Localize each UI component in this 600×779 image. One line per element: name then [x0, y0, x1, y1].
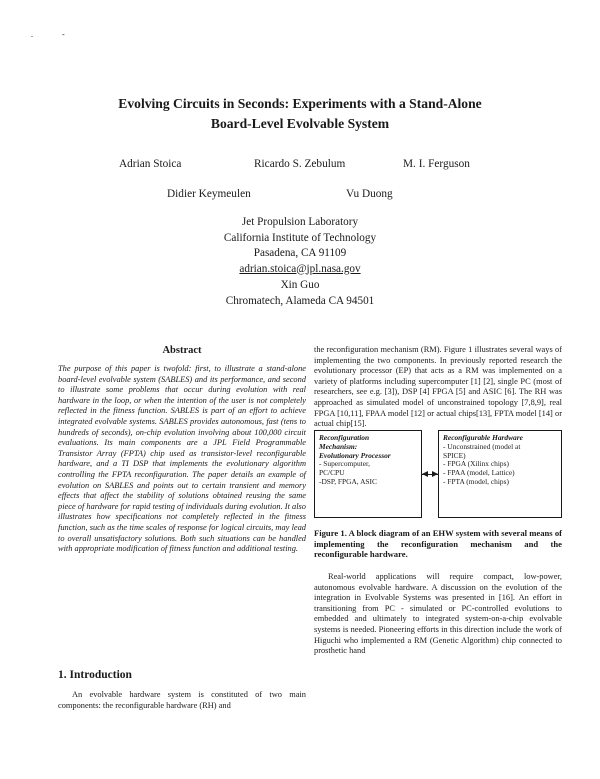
- right-paragraph-2: [314, 572, 562, 657]
- author-email-link[interactable]: adrian.stoica@jpl.nasa.gov: [239, 262, 361, 275]
- box-title-line: Reconfiguration: [319, 433, 370, 442]
- title-line-1: Evolving Circuits in Seconds: Experiments with a Stand-Alone: [118, 96, 482, 111]
- affiliation-line: California Institute of Technology: [223, 231, 377, 244]
- paper-title: [60, 94, 540, 134]
- affiliation-chromatech: [150, 278, 450, 309]
- box-item: -DSP, FPGA, ASIC: [319, 476, 377, 486]
- arrow-left-icon: [422, 471, 428, 477]
- box-title-line: Evolutionary Processor: [319, 450, 391, 460]
- affiliation-line: Pasadena, CA 91109: [253, 247, 347, 259]
- right-paragraph-1: [314, 345, 562, 430]
- figure-1-caption: Figure 1. A block diagram of an EHW system with several means of implementing the reconfiguration mechanism and the reconfigurable hardware.: [314, 528, 562, 560]
- box-item: PC/CPU: [319, 468, 345, 478]
- author-zebulum: Ricardo S. Zebulum: [254, 158, 346, 170]
- author-keymeulen: Didier Keymeulen: [167, 188, 251, 200]
- affiliation-line: Chromatech, Alameda CA 94501: [225, 294, 375, 307]
- box-title-line: Reconfigurable Hardware: [443, 433, 523, 442]
- box-item: - Supercomputer,: [319, 459, 371, 469]
- intro-text: An evolvable hardware system is constituted of two main components: the reconfigurable hardware (RH) and: [58, 690, 306, 710]
- corner-mark-dash: -: [62, 30, 65, 39]
- box-item: - FPAA (model, Lattice): [443, 468, 515, 478]
- corner-mark-dot: .: [31, 30, 33, 39]
- figure-1-block-diagram: [314, 430, 562, 522]
- abstract-text: The purpose of this paper is twofold: first, to illustrate a stand-alone board-level evolvable system (SABLES) and its performance, and second to illustrate some problems that occur during evolution with real hardware in the loop, or when the intention of the user is not completely reflected in the fitness function. SABLES is part of an effort to achieve integrated evolvable systems. SABLES provides autonomous, fast (tens to hundreds of seconds), on-chip evolution involving about 100,000 circuit evaluations. Its main components are a JPL Field Programmable Transistor Array (FPTA) chip used as transistor-level reconfigurable hardware, and a TI DSP that implements the evolutionary algorithm controlling the FPTA reconfiguration. The paper details an example of evolution on SABLES and points out to certain transient and memory effects that affect the stability of solutions obtained reusing the same piece of hardware for rapid testing of individuals during evolution. It also illustrates how specifications not completely reflected in the fitness function, such as the time scales of response for logical circuits, may lead to overall unsatisfactory solutions. Both such situations can be handled with appropriate modification of fitness function and additional testing.: [58, 364, 306, 554]
- reconfigurable-hardware-box: [438, 430, 562, 518]
- author-ferguson: M. I. Ferguson: [403, 158, 470, 170]
- section-heading-introduction: 1. Introduction: [58, 669, 132, 681]
- box-item: - FPTA (model, chips): [443, 476, 509, 486]
- title-line-2: Board-Level Evolvable System: [210, 116, 390, 131]
- affiliation-jpl: [150, 215, 450, 277]
- abstract-heading: Abstract: [162, 345, 202, 356]
- author-stoica: Adrian Stoica: [119, 158, 182, 170]
- abstract-body: [58, 364, 306, 555]
- box-item: - Unconstrained (model at: [443, 441, 521, 451]
- reconfiguration-mechanism-box: [314, 430, 422, 518]
- box-item: - FPGA (Xilinx chips): [443, 459, 509, 469]
- right-para-2-text: Real-world applications will require compact, low-power, autonomous evolvable hardware. A discussion on the evolution of the integration in Evolvable Systems was presented in [16]. An effort in transitioning from PC - simulated or PC-controlled evolutions to embedded and ultimately to integrated system-on-a-chip evolvable systems is needed. Pioneering efforts in this direction include the work of Higuchi who implemented a RM (Genetic Algorithm) chip connected to prosthetic hand: [314, 572, 562, 656]
- affiliation-line: Jet Propulsion Laboratory: [241, 216, 359, 228]
- author-guo: Xin Guo: [280, 279, 320, 291]
- box-item: SPICE): [443, 450, 466, 460]
- right-para-1-text: the reconfiguration mechanism (RM). Figure 1 illustrates several ways of implementing the two components. In previously reported research the evolutionary processor (EP) that acts as a RM was implemented on a variety of platforms including supercomputer [1] [2], single PC (most of researchers, see e.g. [3]), DSP [4] FPGA [5] and ASIC [6]. The RH was approached as simulated model of unconstrained topology [7,8,9], real FPGA [10,11], FPAA model [12] or actual chips[13], FPTA model [14] or actual chip[15].: [314, 345, 562, 429]
- author-duong: Vu Duong: [346, 188, 393, 200]
- box-title-line: Mechanism:: [319, 441, 358, 451]
- intro-paragraph: [58, 690, 306, 711]
